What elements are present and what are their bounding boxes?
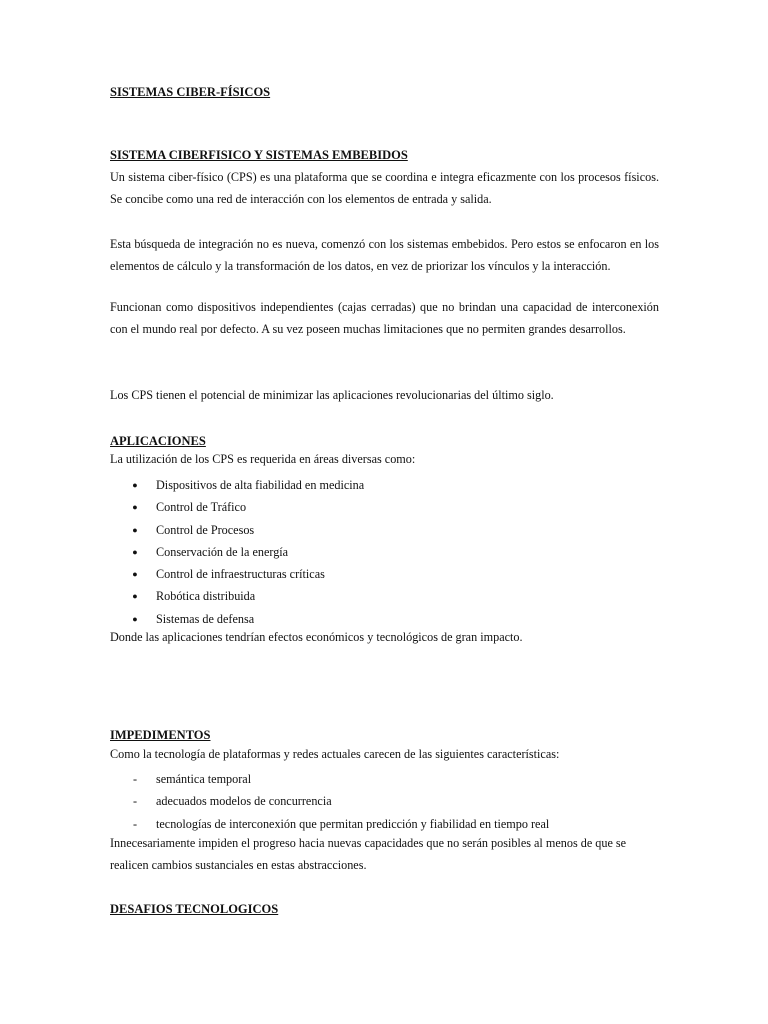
list-item: ● Conservación de la energía	[110, 541, 659, 563]
bullet-icon: ●	[132, 524, 138, 535]
paragraph-integration: Esta búsqueda de integración no es nueva, comenzó con los sistemas embebidos. Pero estos se enfocaron en los elementos de cálculo y la transformación de los datos, en vez de priorizar los vínculos y la interacción.	[110, 237, 659, 273]
bullet-icon: ●	[132, 613, 138, 624]
bullet-icon: ●	[132, 502, 138, 513]
section-heading-aplicaciones: APLICACIONES	[110, 434, 206, 448]
document-title: SISTEMAS CIBER-FÍSICOS	[110, 85, 271, 99]
aplicaciones-outro: Donde las aplicaciones tendrían efectos económicos y tecnológicos de gran impacto.	[110, 630, 523, 644]
section-heading-desafios: DESAFIOS TECNOLOGICOS	[110, 902, 279, 916]
list-item: ● Dispositivos de alta fiabilidad en medicina	[110, 474, 659, 496]
impedimentos-list	[110, 768, 659, 835]
list-item: ● Control de Procesos	[110, 519, 659, 541]
dash-icon: -	[132, 816, 138, 831]
dash-icon: -	[132, 794, 138, 809]
paragraph-cps-definition: Un sistema ciber-físico (CPS) es una plataforma que se coordina e integra eficazmente con los procesos físicos. Se concibe como una red de interacción con los elementos de entrada y salida.	[110, 170, 659, 206]
bullet-icon: ●	[132, 591, 138, 602]
impedimentos-intro: Como la tecnología de plataformas y redes actuales carecen de las siguientes características:	[110, 747, 560, 761]
list-item: ● Sistemas de defensa	[110, 608, 659, 630]
section-heading-impedimentos: IMPEDIMENTOS	[110, 728, 211, 742]
list-item: - adecuados modelos de concurrencia	[110, 790, 659, 812]
aplicaciones-intro: La utilización de los CPS es requerida en áreas diversas como:	[110, 452, 416, 466]
list-item: ● Control de infraestructuras críticas	[110, 563, 659, 585]
list-item: ● Robótica distribuida	[110, 585, 659, 607]
paragraph-cps-potential: Los CPS tienen el potencial de minimizar las aplicaciones revolucionarias del último siglo.	[110, 388, 554, 402]
section-heading-cps-embebidos: SISTEMA CIBERFISICO Y SISTEMAS EMBEBIDOS	[110, 148, 408, 162]
list-item: - semántica temporal	[110, 768, 659, 790]
aplicaciones-list	[110, 474, 659, 630]
bullet-icon: ●	[132, 480, 138, 490]
list-item: ● Control de Tráfico	[110, 496, 659, 518]
list-item: - tecnologías de interconexión que permitan predicción y fiabilidad en tiempo real	[110, 813, 659, 835]
dash-icon: -	[132, 772, 138, 786]
paragraph-closed-devices: Funcionan como dispositivos independientes (cajas cerradas) que no brindan una capacidad de interconexión con el mundo real por defecto. A su vez poseen muchas limitaciones que no permiten grandes desarrollos.	[110, 300, 659, 336]
bullet-icon: ●	[132, 569, 138, 580]
bullet-icon: ●	[132, 546, 138, 557]
impedimentos-outro: Innecesariamente impiden el progreso hacia nuevas capacidades que no serán posibles al menos de que se realicen cambios sustanciales en estas abstracciones.	[110, 836, 627, 872]
